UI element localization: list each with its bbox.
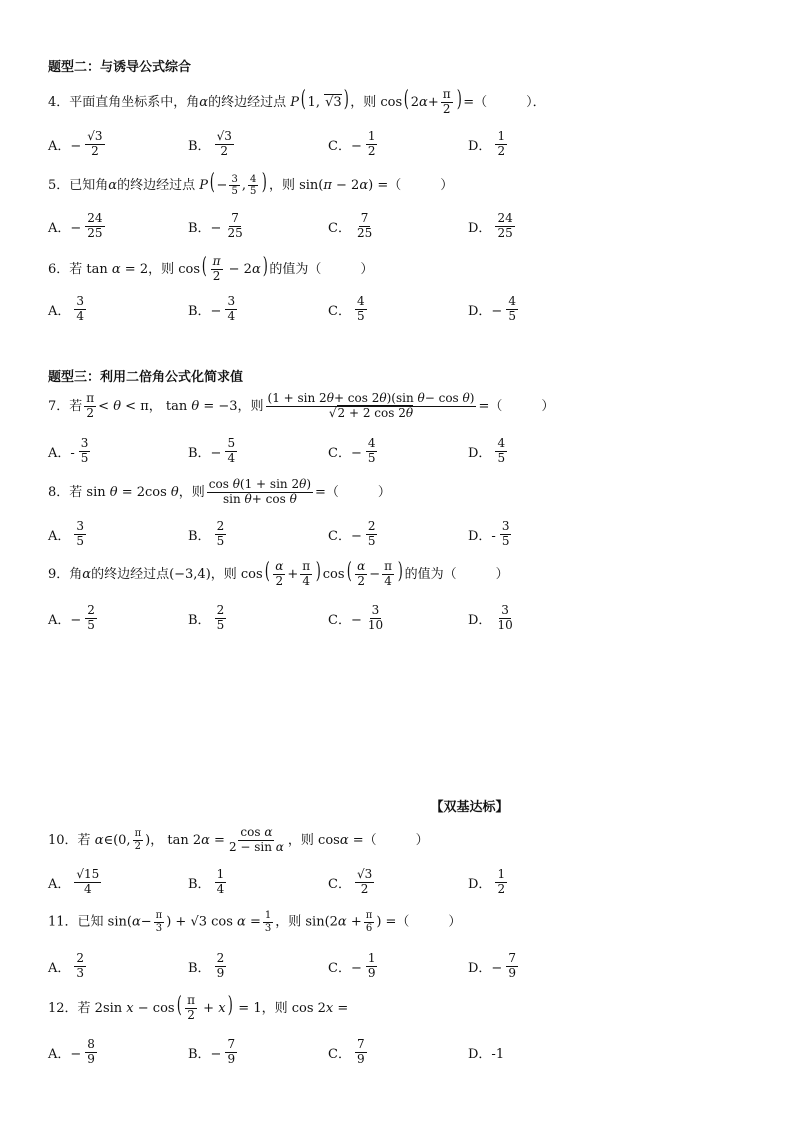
question-10 (48, 826, 429, 855)
q11-options (48, 952, 608, 981)
q7-option-c[interactable]: C．− $\frac{4}{5}$ (328, 436, 376, 465)
q9-stem: 9．角α的终边经过点(−3,4)，则 cos( $\frac{\alpha}{2}$ + $\frac{\pi}{4}$ ) cos( $\frac{\alpha}{2}$ − $\frac{\pi}{4}$ ) 的值为（ ） (48, 558, 509, 588)
q10-option-d[interactable]: D． $\frac{1}{2}$ (468, 867, 506, 896)
q4-option-b[interactable]: B． $\frac{√3}{2}$ (188, 129, 232, 158)
q8-option-d[interactable]: D．- $\frac{3}{5}$ (468, 519, 510, 548)
q5-stem: 5．已知角α的终边经过点 P( − $\frac{3}{5}$ , $\frac{4}{5}$ ) ，则 sin(π − 2α) =（ ） (48, 170, 454, 197)
q6-options (48, 295, 608, 324)
q5-option-b[interactable]: B．− $\frac{7}{25}$ (188, 211, 243, 240)
q4-option-c[interactable]: C．− $\frac{1}{2}$ (328, 129, 376, 158)
q6-option-c[interactable]: C． $\frac{4}{5}$ (328, 294, 365, 323)
q11-stem: 11．已知 sin(α− $\frac{\pi}{3}$ ) + √3 cos α = $\frac{1}{3}$ ，则 sin(2α + $\frac{\pi}{6}$ ) =（ ） (48, 910, 462, 934)
q5-options (48, 212, 608, 241)
question-9 (48, 560, 509, 589)
q10-options (48, 868, 608, 897)
question-8 (48, 478, 391, 507)
q7-option-a[interactable]: A．- $\frac{3}{5}$ (48, 436, 89, 465)
q11-option-b[interactable]: B． $\frac{2}{9}$ (188, 951, 225, 980)
q9-option-c[interactable]: C．− $\frac{3}{10}$ (328, 603, 384, 632)
q4-option-a[interactable]: A．− $\frac{√3}{2}$ (48, 129, 103, 158)
q4-options (48, 130, 608, 159)
q11-option-a[interactable]: A． $\frac{2}{3}$ (48, 951, 85, 980)
q6-option-b[interactable]: B．− $\frac{3}{4}$ (188, 294, 236, 323)
question-12 (48, 994, 348, 1023)
q5-option-c[interactable]: C． $\frac{7}{25}$ (328, 211, 373, 240)
question-7 (48, 392, 554, 421)
q7-options (48, 437, 608, 466)
q11-option-d[interactable]: D．− $\frac{7}{9}$ (468, 951, 516, 980)
q8-options (48, 520, 608, 549)
question-11 (48, 910, 461, 934)
q5-option-d[interactable]: D． $\frac{24}{25}$ (468, 211, 513, 240)
q5-option-a[interactable]: A．− $\frac{24}{25}$ (48, 211, 103, 240)
q6-option-a[interactable]: A． $\frac{3}{4}$ (48, 294, 85, 323)
q7-option-d[interactable]: D． $\frac{4}{5}$ (468, 436, 506, 465)
q4-option-d[interactable]: D． $\frac{1}{2}$ (468, 129, 506, 158)
q8-option-c[interactable]: C．− $\frac{2}{5}$ (328, 519, 376, 548)
q12-stem: 12．若 2sin x − cos( $\frac{\pi}{2}$ + x) = 1，则 cos 2x = (48, 992, 349, 1022)
q8-option-a[interactable]: A． $\frac{3}{5}$ (48, 519, 85, 548)
q12-option-b[interactable]: B．− $\frac{7}{9}$ (188, 1037, 236, 1066)
section-heading-4: 【双基达标】 (430, 800, 509, 815)
q12-option-c[interactable]: C． $\frac{7}{9}$ (328, 1037, 365, 1066)
q10-option-b[interactable]: B． $\frac{1}{4}$ (188, 867, 225, 896)
q6-option-d[interactable]: D．− $\frac{4}{5}$ (468, 294, 516, 323)
q7-stem: 7．若 $\frac{\pi}{2}$ < θ < π， tan θ = −3，则 $\frac{\text{(1 + sin 2θ+ cos 2θ)(sin θ− cos θ)}}{√2 + 2 \cos 2\theta}$ =（ ） (48, 391, 555, 420)
q11-option-c[interactable]: C．− $\frac{1}{9}$ (328, 951, 376, 980)
q10-stem: 10．若 α∈(0, $\frac{\pi}{2}$ )， tan 2α = $\frac{\text{cos α}}{\text{2 − sin α}}$ ，则 cosα =（ ） (48, 825, 429, 854)
question-6 (48, 255, 373, 284)
question-5 (48, 172, 453, 198)
q4-stem: 4．平面直角坐标系中，角α的终边经过点 P( 1, √3) ，则 cos( 2α+ $\frac{\pi}{2}$ ) =（ ）． (48, 86, 546, 116)
q9-option-d[interactable]: D． $\frac{3}{10}$ (468, 603, 513, 632)
section-heading-3: 题型三：利用二倍角公式化简求值 (48, 370, 244, 385)
q12-options (48, 1038, 608, 1067)
q10-option-a[interactable]: A． $\frac{√15}{4}$ (48, 867, 100, 896)
q9-options (48, 604, 608, 633)
q10-option-c[interactable]: C． $\frac{√3}{2}$ (328, 867, 373, 896)
q12-option-d[interactable]: D．-1 (468, 1046, 505, 1062)
q9-option-b[interactable]: B． $\frac{2}{5}$ (188, 603, 225, 632)
q9-option-a[interactable]: A．− $\frac{2}{5}$ (48, 603, 95, 632)
question-4 (48, 88, 546, 117)
q6-stem: 6．若 tan α = 2，则 cos( $\frac{\pi}{2}$ − 2α) 的值为（ ） (48, 253, 374, 283)
q8-option-b[interactable]: B． $\frac{2}{5}$ (188, 519, 225, 548)
q12-option-a[interactable]: A．− $\frac{8}{9}$ (48, 1037, 95, 1066)
q8-stem: 8．若 sin θ = 2cos θ，则 $\frac{\text{cos θ(1 + sin 2θ)}}{\text{sin θ+ cos θ}}$ =（ ） (48, 477, 391, 506)
section-heading-2: 题型二：与诱导公式综合 (48, 60, 192, 75)
q7-option-b[interactable]: B．− $\frac{5}{4}$ (188, 436, 236, 465)
